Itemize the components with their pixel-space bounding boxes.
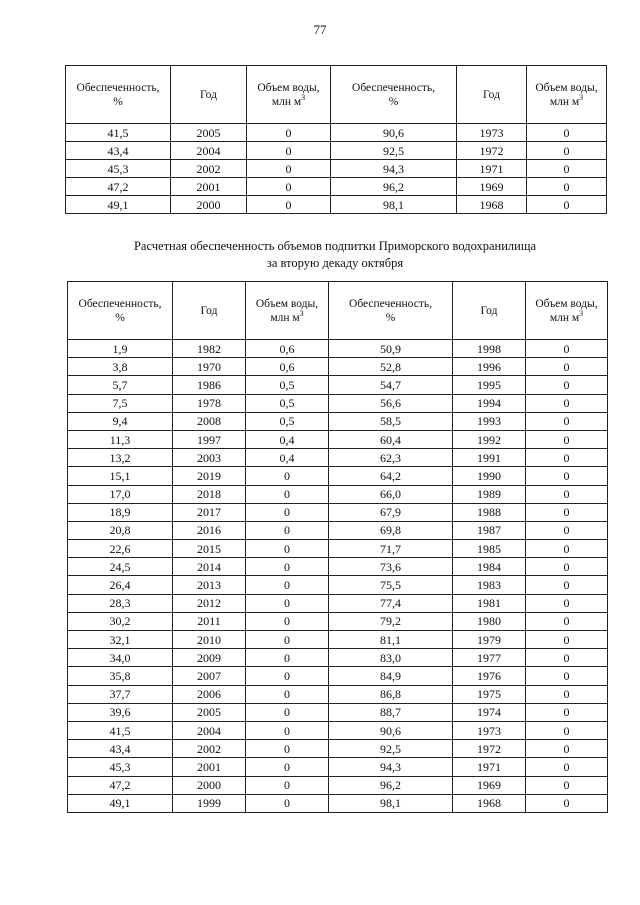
table-row <box>68 430 608 448</box>
volume-cell: 0 <box>526 594 608 612</box>
volume-cell: 0 <box>526 667 608 685</box>
volume-cell: 0,5 <box>246 394 329 412</box>
table-row <box>68 721 608 739</box>
volume-cell: 0 <box>246 503 329 521</box>
volume-cell: 0,5 <box>246 412 329 430</box>
volume-cell: 0 <box>526 540 608 558</box>
supply-cell: 5,7 <box>68 376 173 394</box>
volume-cell: 0,6 <box>246 358 329 376</box>
supply-cell: 96,2 <box>331 178 457 196</box>
supply-cell: 58,5 <box>329 412 453 430</box>
volume-cell: 0 <box>246 794 329 812</box>
volume-cell: 0 <box>246 740 329 758</box>
year-cell: 2019 <box>173 467 246 485</box>
header-volume: Объем воды, млн $м^3$ <box>246 282 329 340</box>
supply-cell: 60,4 <box>329 430 453 448</box>
table-row <box>68 540 608 558</box>
volume-cell: 0 <box>246 485 329 503</box>
table-row <box>68 376 608 394</box>
year-cell: 1990 <box>453 467 526 485</box>
table-row <box>68 631 608 649</box>
year-cell: 1994 <box>453 394 526 412</box>
supply-cell: 92,5 <box>329 740 453 758</box>
volume-cell: 0 <box>246 521 329 539</box>
supply-cell: 39,6 <box>68 703 173 721</box>
volume-cell: 0 <box>246 758 329 776</box>
supply-cell: 43,4 <box>68 740 173 758</box>
year-cell: 2016 <box>173 521 246 539</box>
year-cell: 1987 <box>453 521 526 539</box>
table-row <box>68 594 608 612</box>
volume-cell: 0 <box>246 685 329 703</box>
table-header-row <box>68 282 608 340</box>
year-cell: 1993 <box>453 412 526 430</box>
supply-cell: 30,2 <box>68 612 173 630</box>
header-volume: Объем воды, млн $м^3$ <box>527 66 607 124</box>
year-cell: 1991 <box>453 449 526 467</box>
supply-cell: 77,4 <box>329 594 453 612</box>
year-cell: 1970 <box>173 358 246 376</box>
supply-cell: 52,8 <box>329 358 453 376</box>
year-cell: 1996 <box>453 358 526 376</box>
supply-cell: 71,7 <box>329 540 453 558</box>
year-cell: 1972 <box>453 740 526 758</box>
volume-cell: 0 <box>526 485 608 503</box>
year-cell: 1995 <box>453 376 526 394</box>
year-cell: 1977 <box>453 649 526 667</box>
table-row <box>68 703 608 721</box>
year-cell: 1983 <box>453 576 526 594</box>
volume-cell: 0 <box>526 503 608 521</box>
year-cell: 1972 <box>457 142 527 160</box>
year-cell: 1968 <box>453 794 526 812</box>
supply-cell: 43,4 <box>66 142 171 160</box>
supply-cell: 79,2 <box>329 612 453 630</box>
header-year: Год <box>457 66 527 124</box>
table-row <box>66 178 607 196</box>
volume-cell: 0 <box>527 124 607 142</box>
supply-cell: 83,0 <box>329 649 453 667</box>
table-row <box>68 758 608 776</box>
volume-cell: 0 <box>246 667 329 685</box>
header-supply: Обеспеченность, % <box>68 282 173 340</box>
table-supply-october-second-decade <box>67 281 608 813</box>
table-row <box>68 394 608 412</box>
caption-line-2: за вторую декаду октября <box>266 256 404 270</box>
volume-cell: 0 <box>246 558 329 576</box>
table-row <box>68 685 608 703</box>
supply-cell: 20,8 <box>68 521 173 539</box>
supply-cell: 84,9 <box>329 667 453 685</box>
year-cell: 1969 <box>457 178 527 196</box>
supply-cell: 47,2 <box>68 776 173 794</box>
volume-cell: 0 <box>246 540 329 558</box>
year-cell: 1986 <box>173 376 246 394</box>
supply-cell: 66,0 <box>329 485 453 503</box>
year-cell: 2003 <box>173 449 246 467</box>
volume-cell: 0 <box>527 160 607 178</box>
year-cell: 1973 <box>457 124 527 142</box>
year-cell: 1997 <box>173 430 246 448</box>
supply-cell: 90,6 <box>331 124 457 142</box>
year-cell: 2005 <box>173 703 246 721</box>
volume-cell: 0 <box>246 776 329 794</box>
volume-cell: 0 <box>526 394 608 412</box>
table-caption <box>0 238 640 272</box>
volume-cell: 0 <box>247 160 331 178</box>
volume-cell: 0 <box>526 521 608 539</box>
table-row <box>68 612 608 630</box>
supply-cell: 90,6 <box>329 721 453 739</box>
volume-cell: 0 <box>526 794 608 812</box>
year-cell: 2009 <box>173 649 246 667</box>
supply-cell: 24,5 <box>68 558 173 576</box>
supply-cell: 18,9 <box>68 503 173 521</box>
year-cell: 2008 <box>173 412 246 430</box>
supply-cell: 81,1 <box>329 631 453 649</box>
supply-cell: 56,6 <box>329 394 453 412</box>
year-cell: 1984 <box>453 558 526 576</box>
volume-cell: 0 <box>526 376 608 394</box>
table-row <box>68 667 608 685</box>
supply-cell: 7,5 <box>68 394 173 412</box>
volume-cell: 0 <box>526 612 608 630</box>
table-row <box>66 196 607 214</box>
volume-cell: 0 <box>246 594 329 612</box>
year-cell: 2004 <box>171 142 247 160</box>
table-row <box>66 160 607 178</box>
year-cell: 2012 <box>173 594 246 612</box>
supply-cell: 54,7 <box>329 376 453 394</box>
volume-cell: 0 <box>246 576 329 594</box>
year-cell: 2015 <box>173 540 246 558</box>
year-cell: 2010 <box>173 631 246 649</box>
table-row <box>68 467 608 485</box>
year-cell: 2001 <box>173 758 246 776</box>
table-row <box>68 558 608 576</box>
volume-cell: 0 <box>527 196 607 214</box>
volume-cell: 0 <box>526 721 608 739</box>
supply-cell: 41,5 <box>66 124 171 142</box>
volume-cell: 0 <box>247 178 331 196</box>
volume-cell: 0 <box>247 196 331 214</box>
supply-cell: 17,0 <box>68 485 173 503</box>
table-supply-continued <box>65 65 607 214</box>
table-row <box>68 649 608 667</box>
table-row <box>68 449 608 467</box>
supply-cell: 96,2 <box>329 776 453 794</box>
year-cell: 1982 <box>173 340 246 358</box>
volume-cell: 0 <box>246 721 329 739</box>
volume-cell: 0 <box>526 685 608 703</box>
volume-cell: 0 <box>526 467 608 485</box>
year-cell: 1981 <box>453 594 526 612</box>
supply-cell: 47,2 <box>66 178 171 196</box>
volume-cell: 0 <box>246 612 329 630</box>
supply-cell: 94,3 <box>331 160 457 178</box>
volume-cell: 0 <box>526 758 608 776</box>
supply-cell: 49,1 <box>68 794 173 812</box>
year-cell: 2000 <box>173 776 246 794</box>
supply-cell: 41,5 <box>68 721 173 739</box>
supply-cell: 45,3 <box>68 758 173 776</box>
year-cell: 1988 <box>453 503 526 521</box>
header-volume: Объем воды, млн $м^3$ <box>247 66 331 124</box>
caption-line-1: Расчетная обеспеченность объемов подпитки Приморского водохранилища <box>133 239 537 253</box>
table-row <box>68 358 608 376</box>
supply-cell: 98,1 <box>331 196 457 214</box>
header-year: Год <box>171 66 247 124</box>
volume-cell: 0 <box>246 703 329 721</box>
volume-cell: 0,6 <box>246 340 329 358</box>
supply-cell: 22,6 <box>68 540 173 558</box>
volume-cell: 0 <box>526 703 608 721</box>
table-row <box>68 521 608 539</box>
header-volume: Объем воды, млн $м^3$ <box>526 282 608 340</box>
volume-cell: 0 <box>527 178 607 196</box>
table-row <box>66 142 607 160</box>
supply-cell: 35,8 <box>68 667 173 685</box>
supply-cell: 15,1 <box>68 467 173 485</box>
volume-cell: 0 <box>526 412 608 430</box>
volume-cell: 0 <box>526 358 608 376</box>
volume-cell: 0 <box>527 142 607 160</box>
table-row <box>68 412 608 430</box>
supply-cell: 13,2 <box>68 449 173 467</box>
volume-cell: 0 <box>526 340 608 358</box>
volume-cell: 0 <box>526 740 608 758</box>
supply-cell: 34,0 <box>68 649 173 667</box>
year-cell: 1978 <box>173 394 246 412</box>
year-cell: 1971 <box>457 160 527 178</box>
volume-cell: 0 <box>246 631 329 649</box>
header-year: Год <box>173 282 246 340</box>
table-row <box>68 503 608 521</box>
header-supply: Обеспеченность, % <box>331 66 457 124</box>
volume-cell: 0 <box>246 649 329 667</box>
year-cell: 1989 <box>453 485 526 503</box>
volume-cell: 0 <box>526 649 608 667</box>
supply-cell: 67,9 <box>329 503 453 521</box>
year-cell: 1975 <box>453 685 526 703</box>
volume-cell: 0,4 <box>246 449 329 467</box>
year-cell: 2000 <box>171 196 247 214</box>
year-cell: 1992 <box>453 430 526 448</box>
year-cell: 2017 <box>173 503 246 521</box>
year-cell: 1985 <box>453 540 526 558</box>
supply-cell: 9,4 <box>68 412 173 430</box>
volume-cell: 0 <box>247 124 331 142</box>
year-cell: 2002 <box>173 740 246 758</box>
supply-cell: 62,3 <box>329 449 453 467</box>
table-row <box>66 124 607 142</box>
year-cell: 1968 <box>457 196 527 214</box>
table-row <box>68 794 608 812</box>
volume-cell: 0 <box>526 576 608 594</box>
year-cell: 2006 <box>173 685 246 703</box>
year-cell: 2018 <box>173 485 246 503</box>
supply-cell: 64,2 <box>329 467 453 485</box>
year-cell: 2011 <box>173 612 246 630</box>
table-row <box>68 576 608 594</box>
supply-cell: 32,1 <box>68 631 173 649</box>
year-cell: 1979 <box>453 631 526 649</box>
volume-cell: 0 <box>246 467 329 485</box>
supply-cell: 73,6 <box>329 558 453 576</box>
volume-cell: 0 <box>247 142 331 160</box>
supply-cell: 98,1 <box>329 794 453 812</box>
supply-cell: 92,5 <box>331 142 457 160</box>
table-header-row <box>66 66 607 124</box>
year-cell: 1969 <box>453 776 526 794</box>
header-year: Год <box>453 282 526 340</box>
table-row <box>68 485 608 503</box>
year-cell: 2004 <box>173 721 246 739</box>
volume-cell: 0 <box>526 449 608 467</box>
volume-cell: 0 <box>526 631 608 649</box>
table-row <box>68 340 608 358</box>
year-cell: 1999 <box>173 794 246 812</box>
supply-cell: 69,8 <box>329 521 453 539</box>
volume-cell: 0 <box>526 430 608 448</box>
supply-cell: 88,7 <box>329 703 453 721</box>
year-cell: 1971 <box>453 758 526 776</box>
supply-cell: 49,1 <box>66 196 171 214</box>
supply-cell: 75,5 <box>329 576 453 594</box>
year-cell: 2001 <box>171 178 247 196</box>
supply-cell: 50,9 <box>329 340 453 358</box>
supply-cell: 3,8 <box>68 358 173 376</box>
supply-cell: 28,3 <box>68 594 173 612</box>
supply-cell: 11,3 <box>68 430 173 448</box>
header-supply: Обеспеченность, % <box>329 282 453 340</box>
table-row <box>68 776 608 794</box>
supply-cell: 94,3 <box>329 758 453 776</box>
year-cell: 2013 <box>173 576 246 594</box>
year-cell: 1980 <box>453 612 526 630</box>
year-cell: 1998 <box>453 340 526 358</box>
volume-cell: 0 <box>526 558 608 576</box>
year-cell: 2002 <box>171 160 247 178</box>
volume-cell: 0,5 <box>246 376 329 394</box>
volume-cell: 0 <box>526 776 608 794</box>
year-cell: 2005 <box>171 124 247 142</box>
year-cell: 1976 <box>453 667 526 685</box>
supply-cell: 1,9 <box>68 340 173 358</box>
volume-cell: 0,4 <box>246 430 329 448</box>
page-number: 77 <box>313 22 327 37</box>
year-cell: 2007 <box>173 667 246 685</box>
supply-cell: 45,3 <box>66 160 171 178</box>
year-cell: 2014 <box>173 558 246 576</box>
supply-cell: 26,4 <box>68 576 173 594</box>
supply-cell: 86,8 <box>329 685 453 703</box>
supply-cell: 37,7 <box>68 685 173 703</box>
year-cell: 1974 <box>453 703 526 721</box>
header-supply: Обеспеченность, % <box>66 66 171 124</box>
year-cell: 1973 <box>453 721 526 739</box>
table-row <box>68 740 608 758</box>
